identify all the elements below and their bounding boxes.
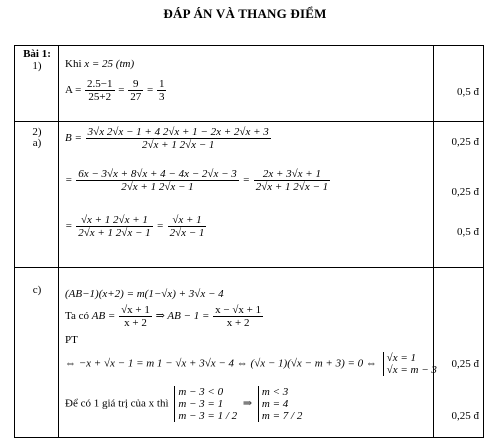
score-part3-2: 0,25 đ xyxy=(451,410,479,422)
label-cell-part3 xyxy=(15,268,59,438)
b-fraction-1: $\frac{3√x 2√x - 1 + 4 2√x + 1 - 2x + 2√x + 3}{2√x + 1 2√x - 1}$ xyxy=(87,126,269,151)
table-row-part1 xyxy=(15,46,484,122)
c-eq1: (AB−1)(x+2) = m(1−√x) + 3√x − 4 xyxy=(65,288,224,300)
equals-2: = xyxy=(146,84,154,97)
score-part2-3: 0,5 đ xyxy=(457,226,479,238)
b-fraction-2: $\frac{6x - 3√x + 8√x + 4 - 4x - 2√x - 3}{2√x + 1 2√x - 1}$ xyxy=(78,168,237,193)
b-line-3: = $\frac{√x + 1 2√x + 1}{2√x + 1 2√x - 1}$ = $\frac{√x + 1}{2√x - 1}$ xyxy=(65,214,205,239)
page-title: ĐÁP ÁN VÀ THANG ĐIỂM xyxy=(163,6,327,21)
deco-text: Để có 1 giá trị của x thì xyxy=(65,397,169,410)
content-cell-part2 xyxy=(59,122,434,268)
answer-table xyxy=(14,45,484,438)
condition-text: x = 25 (tm) xyxy=(84,58,135,70)
b-lhs: B = xyxy=(65,132,82,145)
c-eq2-line xyxy=(65,352,440,376)
b-line-1 xyxy=(65,126,272,151)
b-fraction-4: $\frac{√x + 1 2√x + 1}{2√x + 1 2√x - 1}$ xyxy=(78,214,151,239)
label-cell-part2 xyxy=(15,122,59,268)
a-lhs: A = xyxy=(65,84,82,97)
score-part2-1: 0,25 đ xyxy=(451,136,479,148)
bai-label: Bài 1: xyxy=(23,48,51,60)
table-row-part2 xyxy=(15,122,484,268)
score-part2-2: 0,25 đ xyxy=(451,186,479,198)
a-fraction-3: $\frac{1}{3}$ xyxy=(158,78,165,103)
system-3: m < 3 m = 4 m = 7 / 2 xyxy=(258,386,302,422)
part2-label: 2) xyxy=(32,126,42,138)
content-cell-part3 xyxy=(59,268,437,438)
system-1: √x = 1 √x = m − 3 xyxy=(383,352,437,376)
arrow-symbol: ⇒ xyxy=(242,397,253,410)
ab-lhs: AB = xyxy=(91,310,116,323)
c-taco-line xyxy=(65,304,264,329)
equals-1: = xyxy=(118,84,125,97)
ab-fraction-1: $\frac{√x + 1}{x + 2}$ xyxy=(121,304,150,329)
score-cell-part3 xyxy=(434,268,484,438)
ab-arrow: ⇒ AB − 1 = xyxy=(155,310,210,323)
a-fraction-2: $\frac{9}{27}$ xyxy=(130,78,142,103)
taco-text: Ta có xyxy=(65,310,89,323)
table-row-part3 xyxy=(15,268,484,438)
part1-formula xyxy=(65,78,167,103)
a-fraction-1: $\frac{2.5-1}{25+2}$ xyxy=(87,78,113,103)
score-cell-part2 xyxy=(434,122,484,268)
c-eq2: ⇔ −x + √x − 1 = m 1 − √x + 3√x − 4 ⇔ (√x − 1)(√x − m + 3) = 0 ⇔ xyxy=(65,357,377,370)
b-line-2: = $\frac{6x - 3√x + 8√x + 4 - 4x - 2√x - 3}{2√x + 1 2√x - 1}$ = $\frac{2x + 3√x + 1}{2√x + 1 2√x - 1}$ xyxy=(65,168,329,193)
part1-condition-line xyxy=(65,58,134,70)
label-cell-part1 xyxy=(15,46,59,122)
c-pt: PT xyxy=(65,334,78,346)
system-2: m − 3 < 0 m − 3 = 1 m − 3 = 1 / 2 xyxy=(174,386,237,422)
b-fraction-5: $\frac{√x + 1}{2√x - 1}$ xyxy=(169,214,205,239)
b-fraction-3: $\frac{2x + 3√x + 1}{2√x + 1 2√x - 1}$ xyxy=(255,168,329,193)
score-part3-1: 0,25 đ xyxy=(451,358,479,370)
part2a-label: a) xyxy=(32,137,42,149)
c-deco-line xyxy=(65,386,305,422)
part1-label: 1) xyxy=(32,60,42,72)
khi-text: Khi xyxy=(65,58,82,70)
part3-label: c) xyxy=(32,284,42,296)
score-part1: 0,5 đ xyxy=(457,86,479,98)
ab-fraction-2: $\frac{x - √x + 1}{x + 2}$ xyxy=(215,304,262,329)
content-cell-part1 xyxy=(59,46,434,122)
score-cell-part1 xyxy=(434,46,484,122)
